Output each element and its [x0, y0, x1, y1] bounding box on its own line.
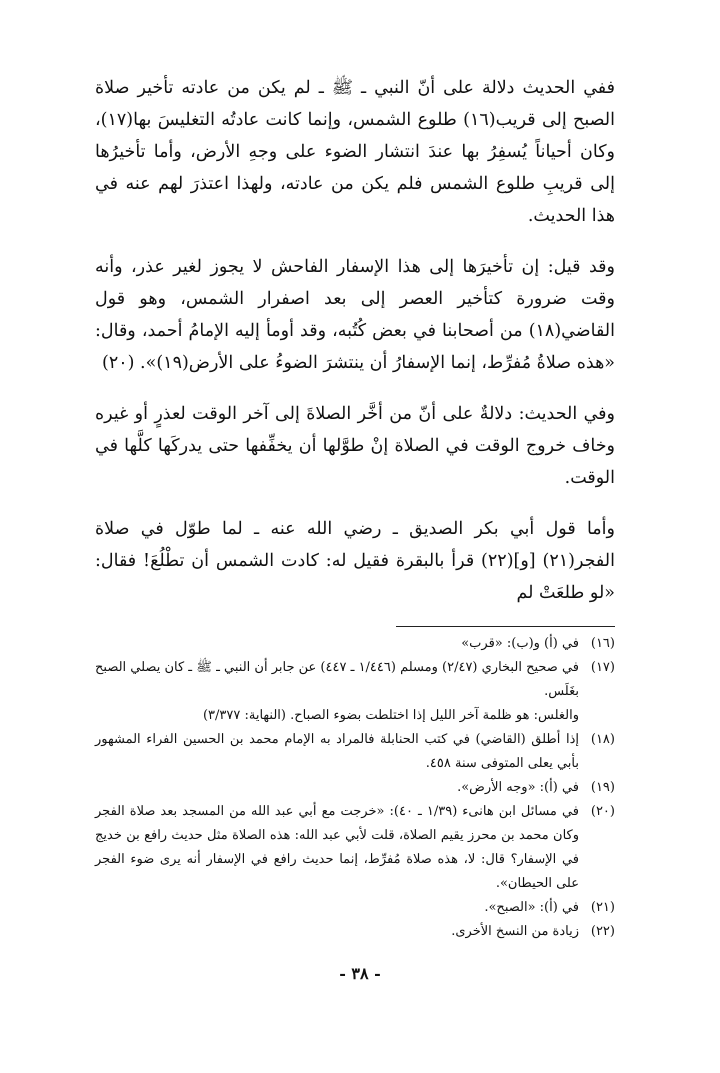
footnotes	[95, 632, 615, 944]
footnote-number: (١٦)	[590, 636, 615, 651]
footnote-16	[95, 632, 615, 656]
footnote-18	[95, 728, 615, 776]
paragraph-3: وفي الحديث: دلالةٌ على أنّ من أخَّر الصلاةَ إلى آخر الوقت لعذرٍ أو غيره وخاف خروج الوقت في الصلاة إنْ طوَّلها أن يخفِّفها حتى يدركَها كلَّها في الوقت.	[95, 404, 615, 488]
footnote-text: في (أ): «وجه الأرض».	[457, 780, 579, 795]
footnote-text: في مسائل ابن هانىء (١/٣٩ ـ ٤٠): «خرجت مع أبي عبد الله من المسجد بعد صلاة الفجر وكان محمد بن محرز يقيم الصلاة، قلت لأبي عبد الله: هذه الصلاة مثل حديث رافع بن خديج في الإسفار؟ قال: لا، هذه صلاة مُفرِّط، إنما حديث رافع في الإسفار أنه يرى ضوء الفجر على الحيطان».	[95, 804, 579, 891]
footnote-number: (٢٢)	[590, 924, 615, 939]
footnote-20	[95, 800, 615, 896]
footnote-text: إذا أطلق (القاضي) في كتب الحنابلة فالمراد به الإمام محمد بن الحسين الفراء المشهور بأبي يعلى المتوفى سنة ٤٥٨.	[95, 732, 580, 771]
footnote-number: (١٩)	[590, 780, 615, 795]
footnote-number: (٢١)	[590, 900, 615, 915]
footnote-number: (١٧)	[590, 660, 615, 675]
paragraph-4: وأما قول أبي بكر الصديق ـ رضي الله عنه ـ لما طوّل في صلاة الفجر(٢١) [و](٢٢) قرأ بالبقرة فقيل له: كادت الشمس أن تطْلُعَ! فقال: «لو طلعَتْ لم	[95, 519, 615, 603]
main-text	[95, 72, 615, 628]
footnote-divider	[396, 626, 615, 627]
footnote-17	[95, 656, 615, 704]
footnote-text: في (أ) و(ب): «قرب»	[461, 636, 579, 651]
page-number: - ٣٨ -	[339, 964, 381, 983]
paragraph-1: ففي الحديث دلالة على أنّ النبي ـ ﷺ ـ لم يكن من عادته تأخير صلاة الصبح إلى قريب(١٦) طلوع الشمس، وإنما كانت عادتُه التغليسَ بها(١٧)، وكان أحياناً يُسفِرُ بها عندَ انتشار الضوء على وجهِ الأرض، وأما تأخيرُها إلى قريبِ طلوع الشمس فلم يكن من عادته، ولهذا اعتذرَ لهم عنه في هذا الحديث.	[95, 78, 615, 226]
footnote-19	[95, 776, 615, 800]
footnote-text: في صحيح البخاري (٢/٤٧) ومسلم (١/٤٤٦ ـ ٤٤٧) عن جابر أن النبي ـ ﷺ ـ كان يصلي الصبح بغَلَس.	[95, 660, 580, 699]
paragraph-2: وقد قيل: إن تأخيرَها إلى هذا الإسفار الفاحش لا يجوز لغير عذر، وأنه وقت ضرورة كتأخير العصر إلى بعد اصفرار الشمس، وهو قول القاضي(١٨) من أصحابنا في بعض كُتُبه، وقد أومأ إليه الإمامُ أحمد، وقال: «هذه صلاةُ مُفرِّط، إنما الإسفارُ أن ينتشرَ الضوءُ على الأرض(١٩)». (٢٠)	[95, 257, 615, 373]
footnote-21	[95, 896, 615, 920]
footnote-number: (٢٠)	[590, 804, 615, 819]
footnote-text: في (أ): «الصبح».	[484, 900, 579, 915]
footnote-text: زيادة من النسخ الأخرى.	[451, 924, 579, 939]
footnote-22	[95, 920, 615, 944]
footnote-17-gloss: والغلس: هو ظلمة آخر الليل إذا اختلطت بضوء الصباح. (النهاية: ٣/٣٧٧)	[202, 708, 579, 723]
footnote-number: (١٨)	[590, 732, 615, 747]
